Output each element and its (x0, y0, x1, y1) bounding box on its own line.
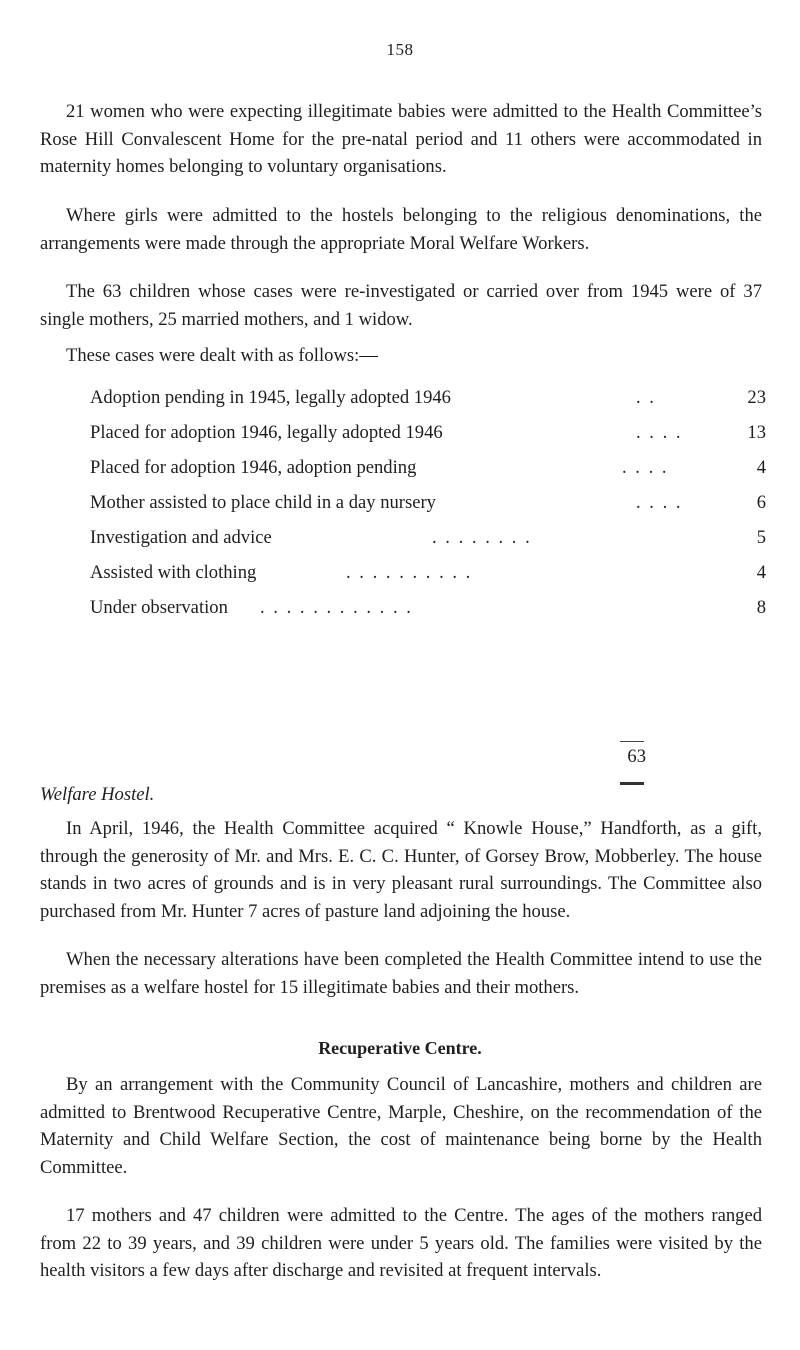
cases-table (90, 384, 766, 629)
row-label: Assisted with clothing (90, 562, 257, 583)
table-row (90, 489, 766, 524)
row-label: Placed for adoption 1946, adoption pending (90, 457, 417, 478)
table-row (90, 384, 766, 419)
row-value: 8 (756, 597, 766, 618)
row-label: Placed for adoption 1946, legally adopted 1946 (90, 422, 443, 443)
table-row (90, 419, 766, 454)
recuperative-centre-heading: Recuperative Centre. (318, 1038, 482, 1058)
row-leader-dots: . . . . (622, 457, 669, 478)
row-leader-dots: . . . . . . . . (432, 527, 532, 548)
row-value: 23 (747, 387, 766, 408)
table-row (90, 594, 766, 629)
page-number: 158 (386, 40, 414, 59)
table-total: 63 (627, 746, 646, 767)
row-leader-dots: . . . . . . . . . . (346, 562, 473, 583)
paragraph-reinvestigated-cases: The 63 children whose cases were re-investigated or carried over from 1945 were of 37 single mothers, 25 married mothers, and 1 widow. (40, 281, 762, 330)
paragraph-maternity-admissions: 21 women who were expecting illegitimate babies were admitted to the Health Committee’s Rose Hill Convalescent Home for the pre-natal period and 11 others were accommodated in maternity homes belonging to voluntary organisations. (40, 101, 762, 177)
row-value: 5 (756, 527, 766, 548)
paragraph-hostels: Where girls were admitted to the hostels belonging to the religious denominations, the arrangements were made through the appropriate Moral Welfare Workers. (40, 205, 762, 254)
row-value: 4 (756, 562, 766, 583)
total-underline (620, 782, 644, 785)
paragraph-brentwood-arrangement: By an arrangement with the Community Council of Lancashire, mothers and children are admitted to Brentwood Recuperative Centre, Marple, Cheshire, on the recommendation of the Maternity and Child Welfare Section, the cost of maintenance being borne by the Health Committee. (40, 1074, 762, 1178)
row-label: Mother assisted to place child in a day nursery (90, 492, 436, 513)
row-value: 4 (756, 457, 766, 478)
list-intro: These cases were dealt with as follows:— (66, 345, 378, 366)
table-row (90, 454, 766, 489)
welfare-hostel-heading: Welfare Hostel. (40, 784, 155, 805)
row-label: Under observation (90, 597, 228, 618)
table-row (90, 524, 766, 559)
paragraph-welfare-hostel-plans: When the necessary alterations have been completed the Health Committee intend to use the premises as a welfare hostel for 15 illegitimate babies and their mothers. (40, 949, 762, 998)
row-value: 13 (747, 422, 766, 443)
row-leader-dots: . . . . . . . . . . . . (260, 597, 413, 618)
row-value: 6 (756, 492, 766, 513)
row-leader-dots: . . (636, 387, 656, 408)
row-leader-dots: . . . . (636, 492, 683, 513)
paragraph-knowle-house: In April, 1946, the Health Committee acquired “ Knowle House,” Handforth, as a gift, through the generosity of Mr. and Mrs. E. C. C. Hunter, of Gorsey Brow, Mobberley. The house stands in two acres of grounds and is in very pleasant rural surroundings. The Committee also purchased from Mr. Hunter 7 acres of pasture land adjoining the house. (40, 818, 762, 922)
row-label: Adoption pending in 1945, legally adopted 1946 (90, 387, 451, 408)
total-rule (620, 741, 644, 742)
paragraph-centre-admissions: 17 mothers and 47 children were admitted to the Centre. The ages of the mothers ranged from 22 to 39 years, and 39 children were under 5 years old. The families were visited by the health visitors a few days after discharge and revisited at frequent intervals. (40, 1205, 762, 1281)
row-label: Investigation and advice (90, 527, 272, 548)
table-row (90, 559, 766, 594)
row-leader-dots: . . . . (636, 422, 683, 443)
